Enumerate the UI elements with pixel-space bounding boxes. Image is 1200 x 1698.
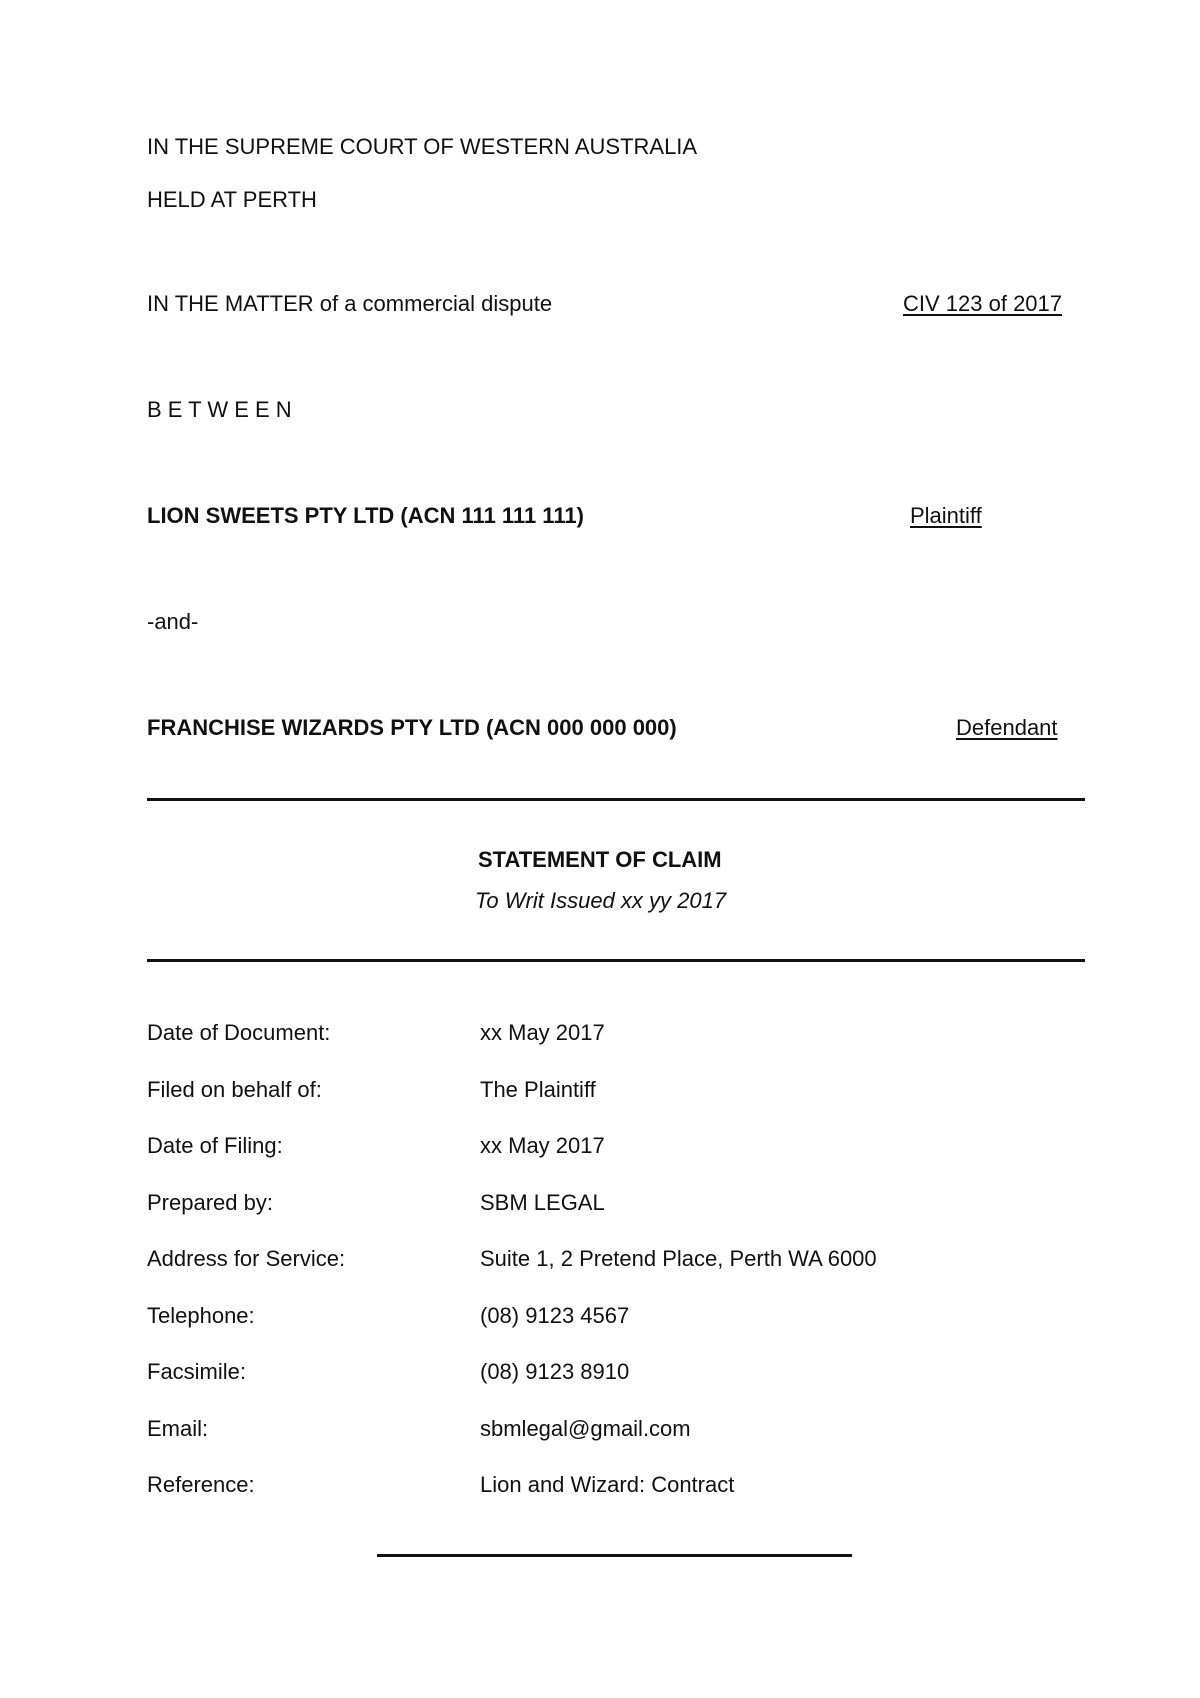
and-separator: -and- xyxy=(147,609,199,634)
detail-label: Address for Service: xyxy=(147,1246,346,1271)
plaintiff-name: LION SWEETS PTY LTD (ACN 111 111 111) xyxy=(147,503,584,528)
top-rule xyxy=(147,798,1085,801)
defendant-role: Defendant xyxy=(956,715,1058,740)
case-number: CIV 123 of 2017 xyxy=(903,291,1063,316)
detail-value: The Plaintiff xyxy=(480,1076,596,1102)
between-label: B E T W E E N xyxy=(147,397,292,422)
detail-label: Date of Filing: xyxy=(147,1133,283,1158)
closing-line xyxy=(377,1554,852,1557)
detail-value: xx May 2017 xyxy=(480,1020,605,1045)
detail-label: Filed on behalf of: xyxy=(147,1076,322,1102)
detail-label: Reference: xyxy=(147,1472,255,1497)
detail-value: xx May 2017 xyxy=(480,1133,605,1158)
detail-label: Email: xyxy=(147,1415,209,1441)
detail-value: Suite 1, 2 Pretend Place, Perth WA 6000 xyxy=(480,1246,877,1271)
bottom-rule xyxy=(147,959,1085,962)
document-subtitle: To Writ Issued xx yy 2017 xyxy=(475,888,727,913)
detail-label: Prepared by: xyxy=(147,1189,273,1215)
defendant-name: FRANCHISE WIZARDS PTY LTD (ACN 000 000 000) xyxy=(147,715,677,740)
detail-value: Lion and Wizard: Contract xyxy=(480,1472,735,1497)
plaintiff-role: Plaintiff xyxy=(910,503,982,528)
document-title: STATEMENT OF CLAIM xyxy=(478,847,722,872)
detail-value: sbmlegal@gmail.com xyxy=(480,1415,691,1441)
detail-label: Date of Document: xyxy=(147,1020,331,1045)
detail-label: Telephone: xyxy=(147,1302,255,1328)
court-name: IN THE SUPREME COURT OF WESTERN AUSTRALIA xyxy=(147,134,698,159)
detail-value: SBM LEGAL xyxy=(480,1189,605,1215)
matter-description: IN THE MATTER of a commercial dispute xyxy=(147,291,553,316)
detail-value: (08) 9123 8910 xyxy=(480,1359,630,1384)
court-location: HELD AT PERTH xyxy=(147,187,317,212)
detail-value: (08) 9123 4567 xyxy=(480,1302,630,1328)
detail-label: Facsimile: xyxy=(147,1359,247,1384)
